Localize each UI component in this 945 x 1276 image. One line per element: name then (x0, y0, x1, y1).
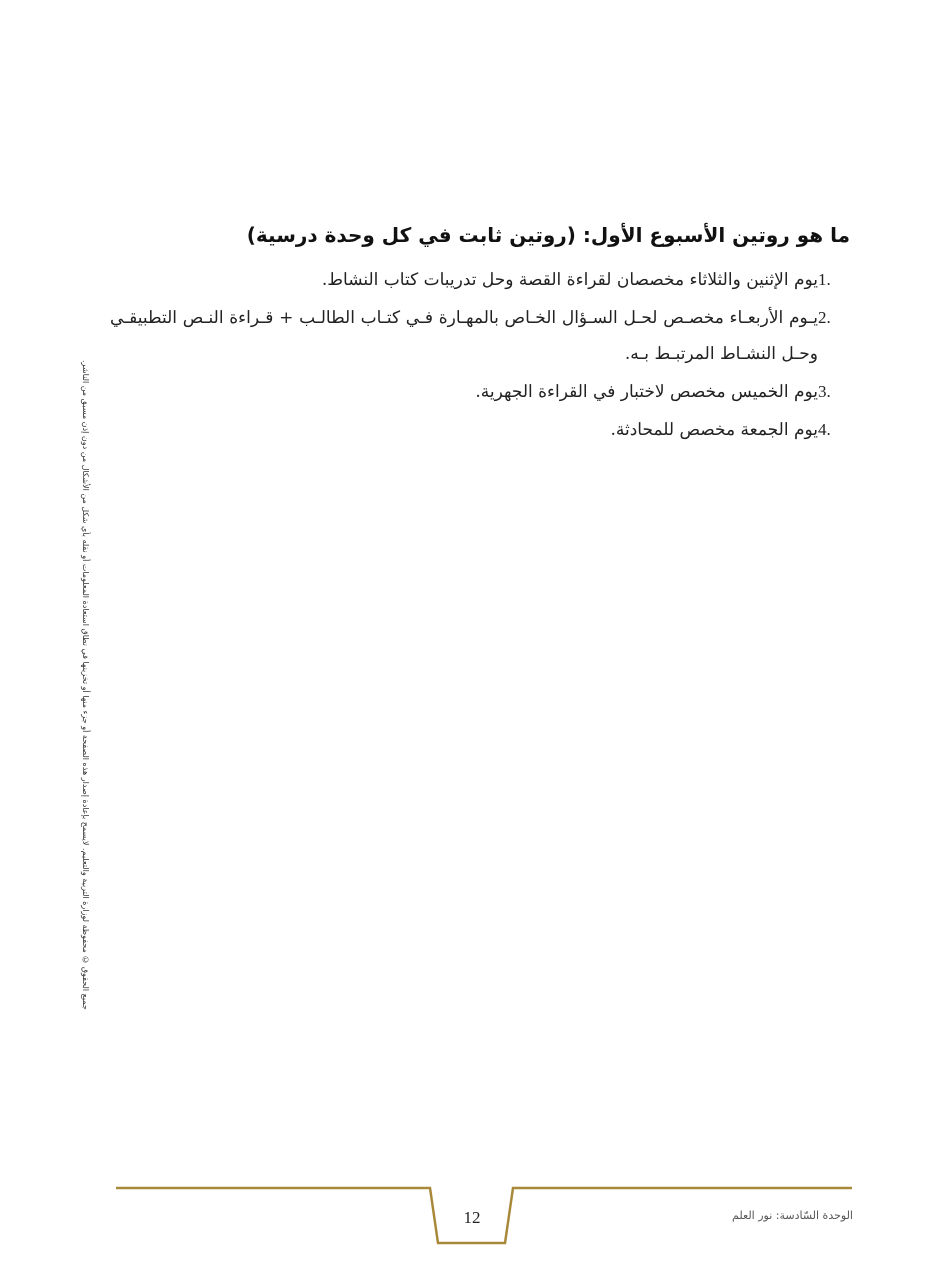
list-item-text: يوم الإثنين والثلاثاء مخصصان لقراءة القصة وحل تدريبات كتاب النشاط. (321, 270, 818, 290)
list-item-number: 1. (818, 270, 831, 289)
copyright-notice: جميع الحقوق © محفوظة لوزارة التربية والتعليم. لايسمح بإعادة إصدار هذه الصفحة أو جزء منها أو تخزينها في نطاق استعادة المعلومات أو نقله بأي شكل من الأشكال من دون إذن مسبق من الناشر. (81, 360, 90, 1010)
list-item-number: 3. (818, 382, 831, 401)
unit-label: الوحدة السّادسة: نور العلم (732, 1209, 853, 1222)
list-item-text: يـوم الأربعـاء مخصـص لحـل السـؤال الخـاص بالمهـارة فـي كتـاب الطالـب + قـراءة النـص التطبيقـي وحـل النشـاط المرتبـط بـه. (110, 308, 818, 364)
list-item-number: 2. (818, 308, 831, 327)
list-item-number: 4. (818, 420, 831, 439)
list-item-text: يوم الجمعة مخصص للمحادثة. (610, 420, 818, 440)
page-number: 12 (463, 1208, 481, 1227)
section-heading: ما هو روتين الأسبوع الأول: (روتين ثابت في كل وحدة درسية) (246, 223, 850, 247)
list-item-text: يوم الخميس مخصص لاختبار في القراءة الجهرية. (475, 382, 818, 402)
